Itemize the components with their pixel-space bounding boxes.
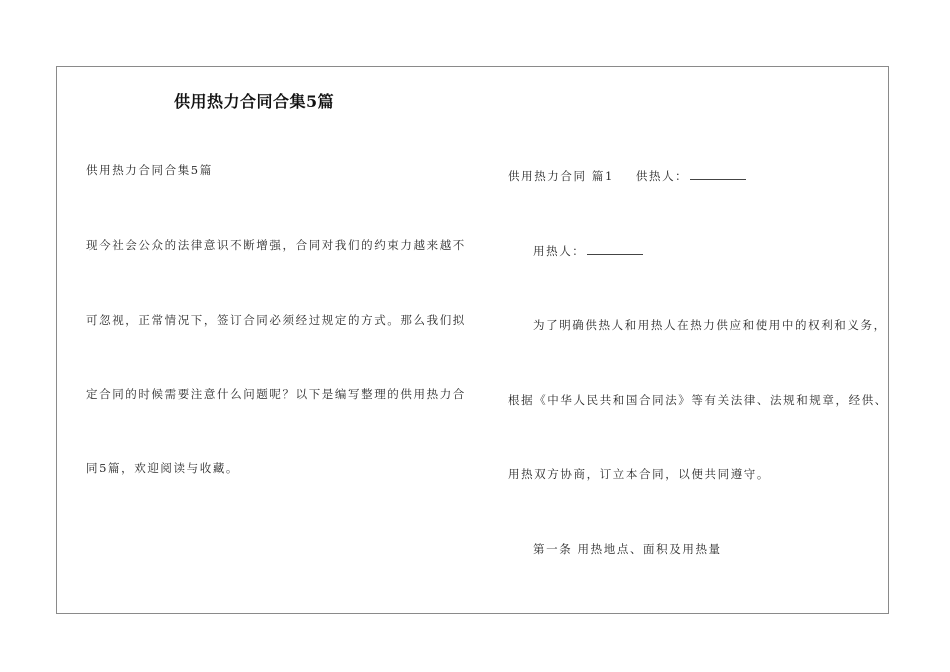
document-title: 供用热力合同合集5篇 — [174, 92, 335, 111]
supplier-label: 供热人： — [635, 169, 689, 183]
purpose-line: 用热双方协商，订立本合同，以便共同遵守。 — [508, 467, 770, 481]
left-paragraph-line: 现今社会公众的法律意识不断增强，合同对我们的约束力越来越不 — [86, 238, 466, 252]
left-paragraph-line: 可忽视，正常情况下，签订合同必须经过规定的方式。那么我们拟 — [86, 313, 466, 327]
article-1-heading: 第一条 用热地点、面积及用热量 — [533, 542, 722, 556]
user-line — [533, 243, 643, 259]
contract-header-title: 供用热力合同 篇1 — [508, 169, 614, 183]
left-paragraph-line: 定合同的时候需要注意什么问题呢？以下是编写整理的供用热力合 — [86, 387, 466, 401]
left-paragraph-line: 同5篇，欢迎阅读与收藏。 — [86, 461, 240, 475]
purpose-line: 为了明确供热人和用热人在热力供应和使用中的权利和义务， — [533, 318, 887, 332]
page-frame — [56, 66, 889, 614]
left-subtitle: 供用热力合同合集5篇 — [86, 163, 213, 177]
user-label: 用热人： — [533, 244, 586, 258]
user-blank-line — [587, 243, 643, 255]
contract-header-line — [508, 168, 746, 184]
purpose-line: 根据《中华人民共和国合同法》等有关法律、法规和规章，经供、 — [508, 393, 888, 407]
supplier-blank-line — [690, 168, 746, 180]
